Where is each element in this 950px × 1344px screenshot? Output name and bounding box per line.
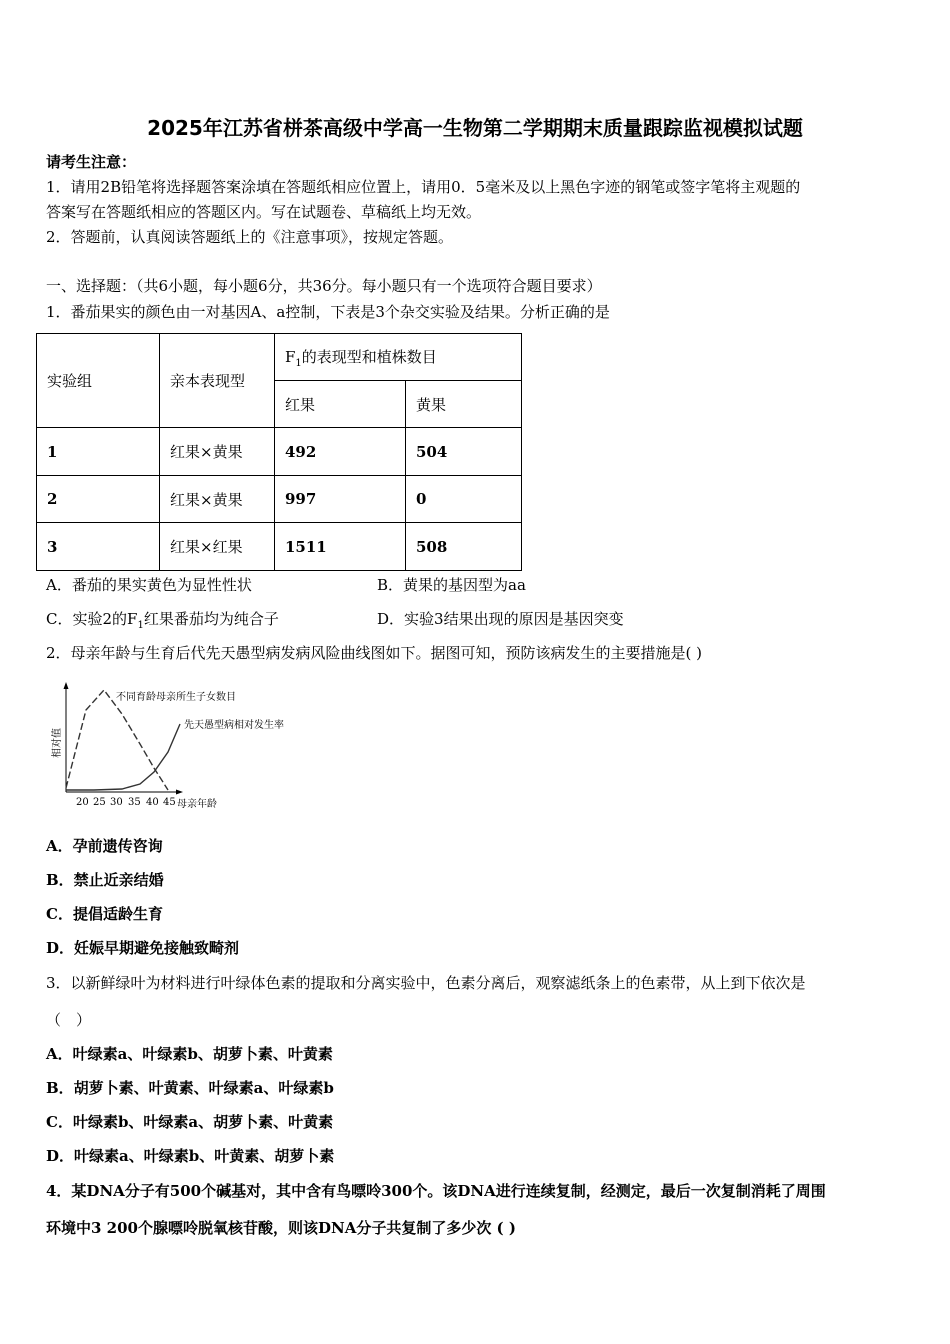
cell-red: 997 (275, 476, 406, 523)
q1-table (36, 333, 522, 571)
th-red: 红果 (275, 381, 406, 428)
cell-red: 1511 (275, 523, 406, 571)
q3-stem: 3．以新鲜绿叶为材料进行叶绿体色素的提取和分离实验中，色素分离后，观察滤纸条上的色素带，从上到下依次是 (46, 974, 806, 992)
q2-chart (44, 680, 314, 815)
q3-paren: （ ） (46, 1011, 92, 1029)
th-group: 实验组 (37, 334, 160, 428)
section-heading: 一、选择题：（共6小题，每小题6分，共36分。每小题只有一个选项符合题目要求） (46, 277, 602, 295)
th-f1-sub: 1 (295, 357, 302, 369)
tick-label: 25 (93, 797, 106, 808)
q1-option-a: A．番茄的果实黄色为显性性状 (46, 576, 252, 594)
table-row (37, 428, 522, 476)
page-title: 2025年江苏省栟茶高级中学高一生物第二学期期末质量跟踪监视模拟试题 (147, 116, 803, 140)
cell-group: 2 (37, 476, 160, 523)
q1-option-c-sub: 1 (137, 620, 144, 631)
q2-option-d: D．妊娠早期避免接触致畸剂 (46, 939, 240, 957)
th-yellow: 黄果 (406, 381, 522, 428)
q4-stem-line-1: 4．某DNA分子有500个碱基对，其中含有鸟嘌呤300个。该DNA进行连续复制，经测定，最后一次复制消耗了周围 (46, 1182, 826, 1200)
q1-option-c-post: 红果番茄均为纯合子 (143, 610, 279, 628)
cell-red: 492 (275, 428, 406, 476)
q1-option-c-pre: C．实验2的F (46, 610, 138, 628)
notice-line-2: 2．答题前，认真阅读答题纸上的《注意事项》，按规定答题。 (46, 228, 454, 246)
cell-yellow: 504 (406, 428, 522, 476)
th-f1-post: 的表现型和植株数目 (301, 347, 437, 366)
x-axis-label: 母亲年龄 (177, 799, 217, 810)
tick-label: 20 (76, 797, 89, 808)
tick-label: 40 (146, 797, 159, 808)
th-f1 (275, 334, 522, 381)
q1-stem: 1．番茄果实的颜色由一对基因A、a控制，下表是3个杂交实验及结果。分析正确的是 (46, 303, 610, 321)
tick-label: 30 (110, 797, 123, 808)
cell-parent: 红果×黄果 (160, 476, 275, 523)
q4-stem-line-2: 环境中3 200个腺嘌呤脱氧核苷酸，则该DNA分子共复制了多少次 ( ) (46, 1219, 516, 1237)
cell-yellow: 508 (406, 523, 522, 571)
cell-yellow: 0 (406, 476, 522, 523)
table-row (37, 476, 522, 523)
notice-heading: 请考生注意： (46, 153, 137, 171)
series2-label: 先天愚型病相对发生率 (184, 720, 284, 731)
q2-option-c: C．提倡适龄生育 (46, 905, 163, 923)
th-f1-pre: F (285, 347, 296, 366)
q3-option-a: A．叶绿素a、叶绿素b、胡萝卜素、叶黄素 (46, 1045, 333, 1063)
q3-option-c: C．叶绿素b、叶绿素a、胡萝卜素、叶黄素 (46, 1113, 334, 1131)
q1-option-c (46, 609, 279, 636)
cell-group: 3 (37, 523, 160, 571)
y-axis-arrow (64, 682, 69, 689)
q1-option-d: D．实验3结果出现的原因是基因突变 (377, 610, 624, 628)
th-parent: 亲本表现型 (160, 334, 275, 428)
cell-group: 1 (37, 428, 160, 476)
series-births-line (66, 690, 168, 790)
series1-label: 不同育龄母亲所生子女数目 (116, 692, 236, 703)
q2-option-a: A．孕前遗传咨询 (46, 837, 163, 855)
table-row (37, 523, 522, 571)
notice-line-1b: 答案写在答题纸相应的答题区内。写在试题卷、草稿纸上均无效。 (46, 203, 482, 221)
q3-option-b: B．胡萝卜素、叶黄素、叶绿素a、叶绿素b (46, 1079, 334, 1097)
q1-option-b: B．黄果的基因型为aa (377, 576, 526, 594)
tick-label: 45 (163, 797, 176, 808)
q2-option-b: B．禁止近亲结婚 (46, 871, 164, 889)
cell-parent: 红果×红果 (160, 523, 275, 571)
cell-parent: 红果×黄果 (160, 428, 275, 476)
series-disease-line (66, 724, 180, 790)
notice-line-1: 1．请用2B铅笔将选择题答案涂填在答题纸相应位置上，请用0．5毫米及以上黑色字迹的钢笔或签字笔将主观题的 (46, 178, 801, 196)
tick-label: 35 (128, 797, 141, 808)
x-axis-arrow (176, 790, 183, 795)
y-axis-label: 相对值 (52, 728, 63, 758)
q3-option-d: D．叶绿素a、叶绿素b、叶黄素、胡萝卜素 (46, 1147, 335, 1165)
q2-stem: 2．母亲年龄与生育后代先天愚型病发病风险曲线图如下。据图可知，预防该病发生的主要措施是( ) (46, 644, 703, 662)
